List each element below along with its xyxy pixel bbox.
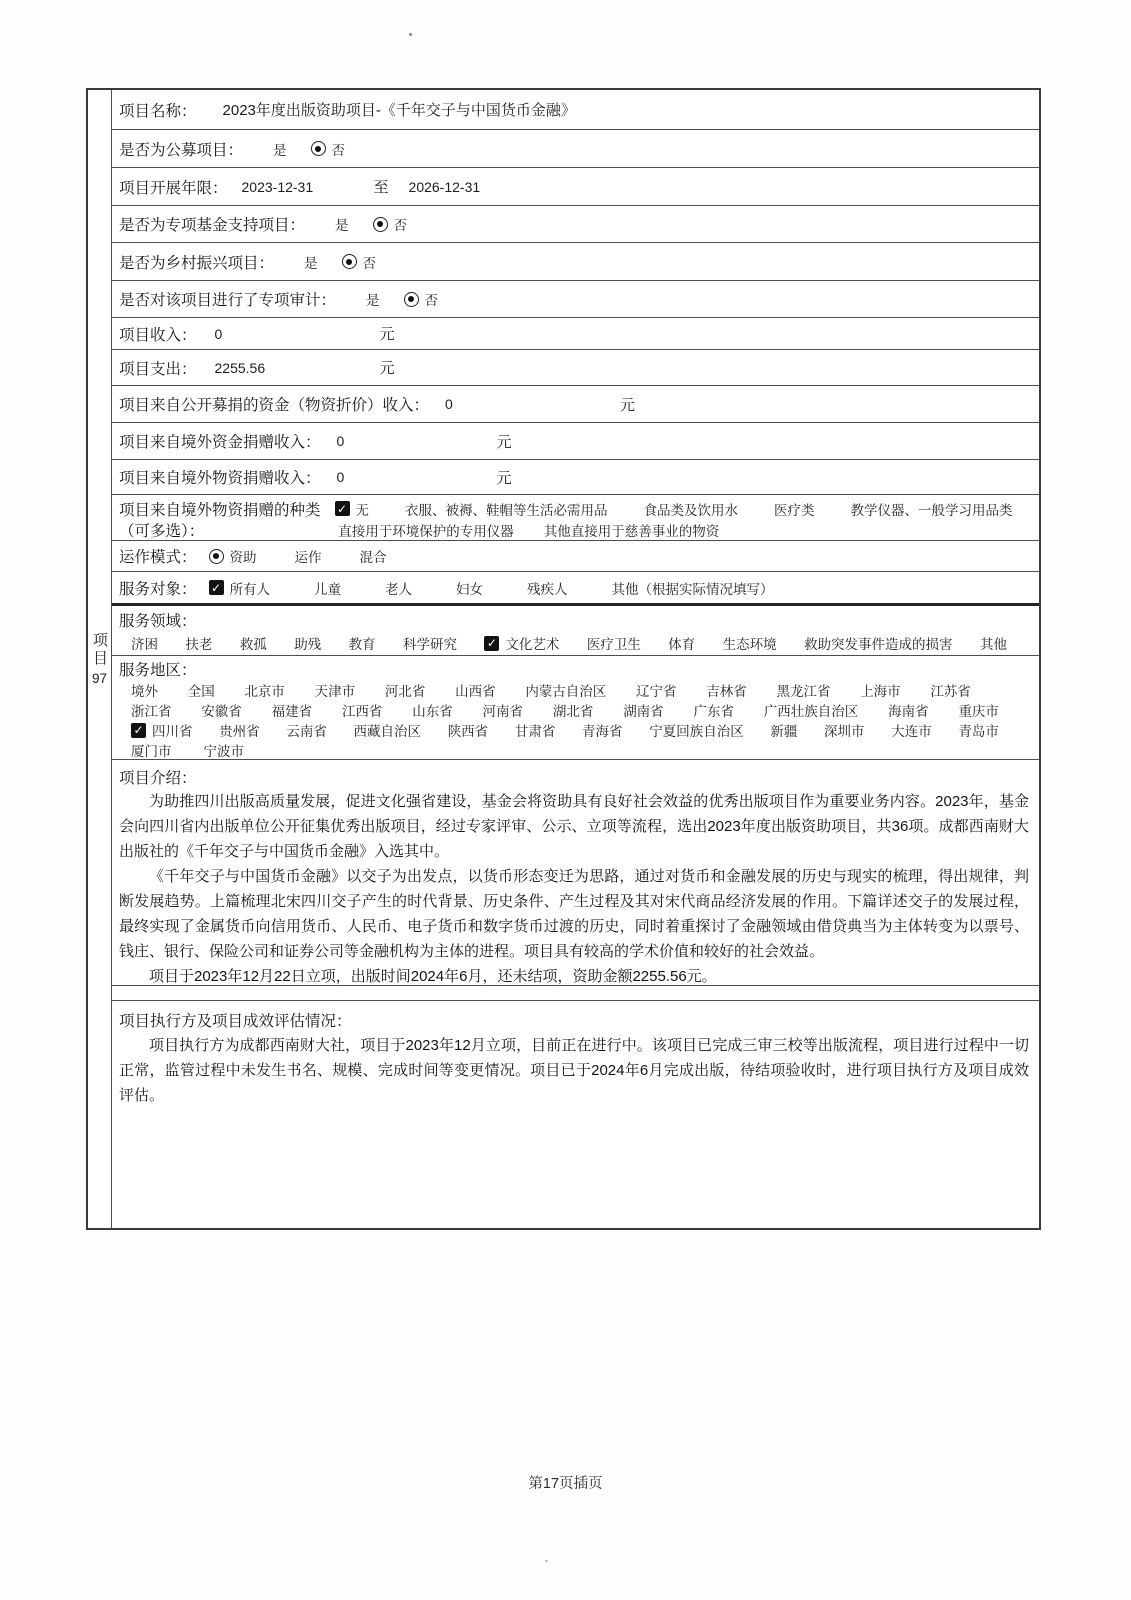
option-浙江省 — [131, 700, 172, 720]
option-医疗卫生 — [587, 633, 641, 653]
unit-yuan: 元 — [496, 433, 512, 451]
option-label: 天津市 — [314, 684, 356, 699]
option-label: 助残 — [294, 637, 322, 652]
radio-selected-icon — [311, 141, 326, 156]
option-label: 否 — [424, 293, 439, 308]
option-label: 湖北省 — [552, 704, 594, 719]
field-project-period — [112, 167, 1039, 205]
option-教育 — [349, 633, 376, 653]
option-体育 — [668, 633, 695, 653]
option-福建省 — [272, 700, 313, 720]
option-label: 海南省 — [888, 704, 929, 719]
field-label: 项目执行方及项目成效评估情况： — [119, 1013, 352, 1030]
evaluation-label-line — [119, 1007, 1029, 1033]
unit-yuan: 元 — [620, 396, 636, 414]
option-其他 — [980, 633, 1007, 653]
option-label: 济困 — [131, 637, 158, 652]
option-救孤 — [240, 633, 267, 653]
checkbox-checked-icon: ✓ — [209, 580, 224, 595]
period-start-value: 2023-12-31 — [241, 178, 314, 195]
yes-no-options — [335, 214, 407, 234]
field-label: 项目收入： — [119, 326, 197, 344]
option-辽宁省 — [636, 680, 677, 700]
option-是 — [335, 214, 349, 234]
option-河北省 — [385, 680, 426, 700]
service-area-options-line3 — [119, 720, 1029, 740]
option-妇女 — [456, 578, 483, 598]
field-label: 运作模式： — [119, 549, 197, 566]
option-全国 — [188, 680, 215, 700]
option-否 — [373, 214, 408, 234]
field-public-fundraising-income — [112, 385, 1039, 422]
option-厦门市 — [131, 740, 172, 760]
operation-mode-options — [209, 546, 387, 566]
option-新疆 — [770, 720, 797, 740]
option-宁波市 — [204, 740, 245, 760]
option-label: 科学研究 — [403, 637, 458, 652]
option-label: 福建省 — [271, 704, 313, 719]
field-service-field — [112, 603, 1039, 655]
option-助残 — [294, 633, 321, 653]
field-label: 项目支出： — [119, 360, 197, 378]
option-重庆市 — [958, 700, 999, 720]
service-area-options-line1 — [119, 680, 1029, 700]
option-文化艺术 — [484, 633, 559, 653]
page-footer: 第17页插页 — [528, 1476, 603, 1492]
field-label-multiselect: （可多选）： — [119, 522, 205, 540]
option-河南省 — [483, 700, 524, 720]
option-label: 云南省 — [286, 724, 327, 739]
option-label: 混合 — [359, 550, 387, 565]
option-label: 是 — [366, 293, 380, 308]
option-label: 医疗类 — [774, 502, 815, 518]
option-label: 新疆 — [770, 724, 798, 739]
option-label: 甘肃省 — [514, 724, 556, 739]
field-label: 服务领域： — [119, 612, 197, 630]
field-label: 服务对象： — [119, 580, 197, 598]
field-project-evaluation — [112, 1000, 1039, 1229]
option-陕西省 — [448, 720, 489, 740]
field-label: 项目名称： — [119, 102, 197, 120]
option-混合 — [360, 546, 387, 566]
option-食品类及饮用水 — [644, 499, 739, 519]
intro-paragraph: 项目于2023年12月22日立项，出版时间2024年6月，还未结项，资助金额2255.56元。 — [149, 968, 717, 985]
checkbox-checked-icon: ✓ — [335, 501, 350, 516]
option-label: 食品类及饮用水 — [643, 502, 739, 518]
field-project-expense — [112, 349, 1039, 385]
option-label: 江西省 — [341, 704, 383, 719]
option-吉林省 — [706, 680, 747, 700]
option-否 — [311, 139, 346, 159]
option-天津市 — [315, 680, 356, 700]
public-fundraising-income-value: 0 — [445, 396, 453, 412]
option-湖南省 — [623, 700, 664, 720]
scan-artifact-dot — [545, 1560, 548, 1562]
option-label: 否 — [393, 218, 408, 233]
option-青岛市 — [958, 720, 999, 740]
field-label: 项目来自境外物资捐赠收入： — [119, 470, 321, 487]
form-rows — [112, 90, 1039, 1228]
option-label: 山西省 — [455, 684, 496, 699]
option-label: 儿童 — [314, 581, 342, 597]
option-label: 资助 — [229, 550, 257, 565]
option-济困 — [131, 633, 158, 653]
goods-types-line2 — [119, 519, 1029, 540]
option-label: 浙江省 — [131, 704, 172, 719]
option-深圳市 — [824, 720, 865, 740]
option-山东省 — [412, 700, 453, 720]
field-overseas-goods-types — [112, 494, 1039, 540]
yes-no-options — [273, 139, 345, 159]
option-label: 山东省 — [412, 704, 453, 719]
option-label: 无 — [355, 502, 370, 518]
intro-paragraph: 为助推四川出版高质量发展，促进文化强省建设，基金会将资助具有良好社会效益的优秀出版项目作为重要业务内容。2023年，基金会向四川省内出版单位公开征集优秀出版项目，经过专家评审、公示、立项等流程，选出2023年度出版资助项目，共36项。成都西南财大出版社的《千年交子与中国货币金融》入选其中。 — [119, 793, 1029, 860]
option-宁夏回族自治区 — [649, 720, 744, 740]
checkbox-checked-icon: ✓ — [131, 723, 146, 738]
option-扶老 — [185, 633, 212, 653]
option-label: 北京市 — [244, 684, 285, 699]
field-label: 项目开展年限： — [119, 179, 228, 197]
section-gap — [112, 985, 1039, 1000]
option-label: 所有人 — [229, 581, 271, 597]
option-label: 江苏省 — [930, 684, 971, 699]
option-无 — [335, 499, 370, 519]
option-其他直接用于慈善事业的物资 — [544, 520, 720, 540]
option-label: 大连市 — [891, 724, 932, 739]
option-否 — [342, 252, 377, 272]
row-group-label-text: 项目 — [91, 632, 108, 668]
field-label: 服务地区： — [119, 662, 197, 679]
option-label: 河北省 — [384, 684, 426, 699]
option-label: 扶老 — [185, 637, 213, 652]
option-label: 厦门市 — [131, 744, 172, 759]
goods-types-line1 — [119, 498, 1029, 519]
option-四川省 — [131, 720, 193, 740]
yes-no-options — [304, 252, 376, 272]
unit-yuan: 元 — [379, 360, 395, 377]
intro-label-line — [119, 765, 1029, 789]
option-label: 其他直接用于慈善事业的物资 — [543, 523, 720, 539]
option-label: 辽宁省 — [636, 684, 677, 699]
option-北京市 — [244, 680, 285, 700]
option-label: 宁波市 — [203, 744, 244, 759]
option-山西省 — [455, 680, 496, 700]
option-是 — [366, 289, 380, 309]
unit-yuan: 元 — [379, 326, 395, 343]
field-label: 项目来自境外资金捐赠收入： — [119, 434, 321, 451]
option-label: 广东省 — [693, 704, 734, 719]
option-label: 宁夏回族自治区 — [649, 724, 744, 739]
option-label: 广西壮族自治区 — [763, 704, 859, 719]
option-label: 深圳市 — [824, 724, 865, 739]
option-广西壮族自治区 — [764, 700, 859, 720]
option-甘肃省 — [515, 720, 556, 740]
option-运作 — [295, 546, 322, 566]
field-service-area — [112, 655, 1039, 759]
option-广东省 — [694, 700, 735, 720]
option-label: 体育 — [668, 637, 696, 652]
service-target-options — [209, 578, 774, 598]
checkbox-checked-icon: ✓ — [484, 636, 499, 651]
service-area-label-line — [119, 658, 1029, 680]
field-label: 是否为专项基金支持项目： — [119, 217, 306, 234]
option-儿童 — [314, 578, 341, 598]
period-end-value: 2026-12-31 — [408, 178, 481, 195]
option-label: 贵州省 — [219, 724, 260, 739]
evaluation-paragraph: 项目执行方为成都西南财大社，项目于2023年12月立项，目前正在进行中。该项目已完成三审三校等出版流程，项目进行过程中一切正常，监管过程中未发生书名、规模、完成时间等变更情况。项目已于2024年6月完成出版，待结项验收时，进行项目执行方及项目成效评估。 — [119, 1037, 1029, 1104]
field-is-audited — [112, 280, 1039, 317]
option-label: 安徽省 — [201, 704, 242, 719]
field-label: 项目来自境外物资捐赠的种类 — [119, 501, 321, 519]
option-label: 湖南省 — [623, 704, 664, 719]
option-贵州省 — [219, 720, 260, 740]
goods-type-options-line2 — [338, 520, 719, 540]
option-上海市 — [860, 680, 901, 700]
option-否 — [404, 289, 439, 309]
option-救助突发事件造成的损害 — [804, 633, 953, 653]
option-大连市 — [891, 720, 932, 740]
option-label: 妇女 — [456, 581, 484, 597]
option-label: 教育 — [348, 637, 376, 652]
field-label: 项目介绍： — [119, 770, 197, 787]
option-label: 是 — [335, 218, 349, 233]
project-report-table — [86, 88, 1041, 1230]
option-label: 医疗卫生 — [586, 637, 641, 652]
field-overseas-goods-income — [112, 459, 1039, 494]
option-衣服、被褥、鞋帽等生活必需用品 — [405, 499, 608, 519]
field-is-special-fund — [112, 205, 1039, 242]
option-江苏省 — [930, 680, 971, 700]
expense-value: 2255.56 — [214, 359, 266, 376]
option-label: 河南省 — [482, 704, 524, 719]
option-内蒙古自治区 — [525, 680, 606, 700]
option-label: 四川省 — [152, 724, 193, 739]
overseas-goods-income-value: 0 — [336, 469, 345, 485]
unit-yuan: 元 — [496, 469, 512, 487]
radio-selected-icon — [209, 549, 224, 564]
option-label: 黑龙江省 — [776, 684, 831, 699]
option-label: 重庆市 — [958, 704, 999, 719]
option-label: 青海省 — [582, 724, 623, 739]
field-project-intro — [112, 759, 1039, 985]
option-label: 衣服、被褥、鞋帽等生活必需用品 — [405, 502, 608, 518]
option-label: 上海市 — [860, 684, 901, 699]
service-area-options-line2 — [119, 700, 1029, 720]
field-project-name — [112, 90, 1039, 129]
option-label: 吉林省 — [706, 684, 747, 699]
field-service-target — [112, 571, 1039, 603]
option-label: 是 — [304, 255, 318, 271]
option-label: 教学仪器、一般学习用品类 — [850, 502, 1013, 518]
option-label: 直接用于环境保护的专用仪器 — [338, 523, 514, 539]
radio-selected-icon — [404, 292, 419, 307]
field-label: 是否为公募项目： — [119, 141, 244, 159]
option-label: 全国 — [187, 684, 215, 699]
option-label: 否 — [331, 142, 346, 158]
option-残疾人 — [527, 578, 568, 598]
option-是 — [304, 252, 318, 272]
option-label: 陕西省 — [447, 724, 489, 739]
option-云南省 — [286, 720, 327, 740]
goods-type-options-line1 — [335, 499, 1013, 519]
option-海南省 — [888, 700, 929, 720]
option-label: 老人 — [385, 581, 413, 597]
radio-selected-icon — [373, 217, 388, 232]
field-label: 是否对该项目进行了专项审计： — [119, 292, 337, 309]
option-label: 其他（根据实际情况填写） — [611, 581, 774, 597]
option-label: 救助突发事件造成的损害 — [804, 637, 953, 652]
option-label: 运作 — [294, 550, 322, 565]
option-label: 否 — [362, 255, 377, 271]
option-湖北省 — [553, 700, 594, 720]
option-境外 — [131, 680, 158, 700]
option-label: 境外 — [131, 684, 158, 699]
service-field-label-line — [119, 608, 1029, 631]
period-to-word: 至 — [373, 179, 389, 196]
option-label: 残疾人 — [527, 581, 568, 597]
option-青海省 — [582, 720, 623, 740]
field-operation-mode — [112, 540, 1039, 571]
option-直接用于环境保护的专用仪器 — [338, 520, 514, 540]
option-label: 西藏自治区 — [353, 724, 422, 739]
income-value: 0 — [214, 325, 223, 342]
option-江西省 — [342, 700, 383, 720]
option-教学仪器、一般学习用品类 — [851, 499, 1013, 519]
service-area-options-line4 — [119, 740, 1029, 760]
option-是 — [273, 139, 287, 159]
option-医疗类 — [774, 499, 815, 519]
option-黑龙江省 — [776, 680, 830, 700]
option-所有人 — [209, 578, 271, 598]
option-科学研究 — [403, 633, 457, 653]
option-label: 是 — [273, 142, 287, 158]
field-overseas-fund-income — [112, 422, 1039, 459]
service-field-options — [119, 631, 1029, 655]
overseas-fund-income-value: 0 — [336, 433, 345, 449]
option-老人 — [385, 578, 412, 598]
radio-selected-icon — [342, 254, 357, 269]
option-label: 救孤 — [239, 637, 267, 652]
row-group-label — [88, 90, 112, 1228]
yes-no-options — [366, 289, 438, 309]
option-label: 文化艺术 — [505, 637, 560, 652]
option-label: 青岛市 — [958, 724, 999, 739]
field-is-public-fundraising — [112, 129, 1039, 167]
option-其他（根据实际情况填写） — [612, 578, 774, 598]
option-生态环境 — [723, 633, 777, 653]
option-label: 内蒙古自治区 — [525, 684, 607, 699]
project-name-value: 2023年度出版资助项目-《千年交子与中国货币金融》 — [222, 102, 576, 119]
row-group-label-number: 97 — [91, 671, 108, 686]
field-label: 是否为乡村振兴项目： — [119, 254, 275, 272]
option-西藏自治区 — [354, 720, 422, 740]
option-label: 生态环境 — [722, 637, 777, 652]
field-project-income — [112, 317, 1039, 349]
scan-artifact-dot — [409, 33, 412, 36]
option-安徽省 — [201, 700, 242, 720]
option-资助 — [209, 546, 257, 566]
intro-paragraph: 《千年交子与中国货币金融》以交子为出发点，以货币形态变迁为思路，通过对货币和金融发展的历史与现实的梳理，得出规律，判断发展趋势。上篇梳理北宋四川交子产生的时代背景、历史条件、产生过程及其对宋代商品经济发展的作用。下篇详述交子的发展过程，最终实现了金属货币向信用货币、人民币、电子货币和数字货币过渡的历史，同时着重探讨了金融领域由借贷典当为主体转变为以票号、钱庄、银行、保险公司和证券公司等金融机构为主体的进程。项目具有较高的学术价值和较好的社会效益。 — [119, 868, 1029, 960]
option-label: 其他 — [979, 637, 1007, 652]
field-is-rural-revitalization — [112, 242, 1039, 280]
field-label: 项目来自公开募捐的资金（物资折价）收入： — [119, 397, 430, 414]
